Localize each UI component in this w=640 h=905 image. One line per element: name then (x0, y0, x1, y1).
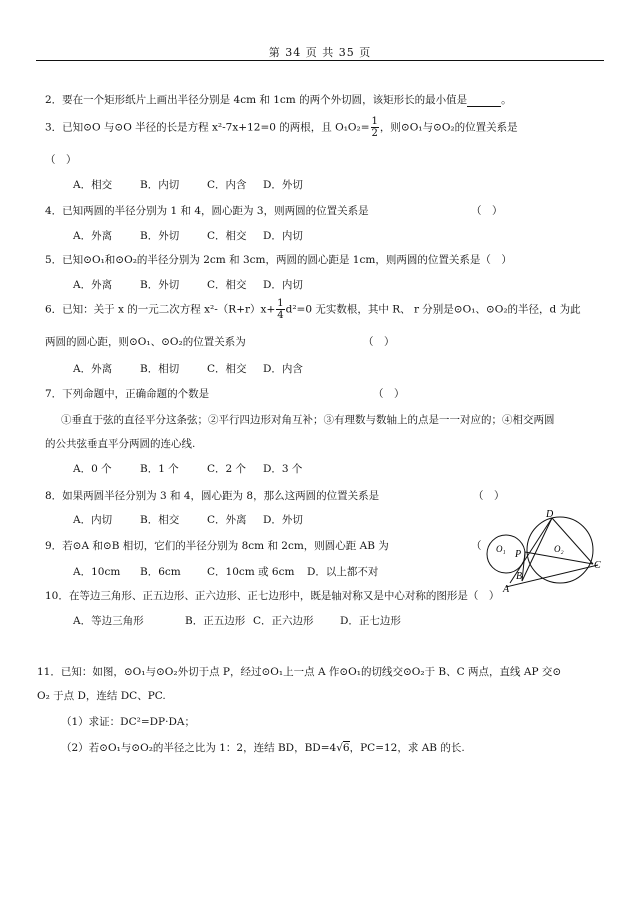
segment-bd (522, 518, 552, 581)
question-8: 8．如果两圆半径分别为 3 和 4，圆心距为 8，那么这两圆的位置关系是 (45, 490, 380, 502)
option-d: D．内含 (263, 363, 303, 375)
option-a: A．10cm (73, 566, 121, 578)
label-a: A (503, 584, 510, 593)
option-c: C．外离 (207, 514, 247, 526)
question-6 (45, 298, 581, 321)
option-b: B．外切 (140, 279, 180, 291)
option-c: C．2 个 (207, 463, 247, 475)
question-11-part2-end: ，PC=12，求 AB 的长. (349, 742, 465, 754)
option-a: A．相交 (73, 179, 113, 191)
option-b: B．6cm (140, 566, 181, 578)
option-c: C．相交 (207, 279, 247, 291)
question-8-paren: （ ） (473, 490, 505, 502)
fraction-denominator: 4 (277, 310, 284, 321)
question-3-paren: （ ） (45, 154, 77, 166)
option-c: C．内含 (207, 179, 247, 191)
question-9-paren: （ (471, 540, 482, 552)
question-7: 7．下列命题中，正确命题的个数是 (45, 388, 210, 400)
option-a: A．外离 (73, 279, 113, 291)
question-5: 5．已知⊙O₁和⊙O₂的半径分别为 2cm 和 3cm，两圆的圆心距是 1cm，则两圆的位置关系是（ ） (45, 254, 512, 266)
option-d: D．正七边形 (340, 615, 401, 627)
question-6-text-mid: d²=0 无实数根，其中 R、 r 分别是⊙O₁、⊙O₂的半径，d 为此 (285, 303, 581, 316)
question-3-text-end: ，则⊙O₁与⊙O₂的位置关系是 (379, 121, 518, 134)
label-d: D (546, 509, 554, 520)
option-b: B．相交 (140, 514, 180, 526)
question-7-statements: ①垂直于弦的直径平分这条弦；②平行四边形对角互补；③有理数与数轴上的点是一一对应的；④相交两圆 (61, 414, 555, 426)
option-d: D．外切 (263, 179, 303, 191)
question-4: 4．已知两圆的半径分别为 1 和 4，圆心距为 3，则两圆的位置关系是 (45, 205, 369, 217)
question-6-line2: 两圆的圆心距，则⊙O₁、⊙O₂的位置关系为 (45, 336, 246, 348)
label-p: P (515, 549, 522, 560)
option-c: C．相交 (207, 363, 247, 375)
question-11-part2 (61, 740, 465, 755)
option-b: B．正五边形 (185, 615, 246, 627)
question-10: 10．在等边三角形、正五边形、正六边形、正七边形中，既是轴对称又是中心对称的图形是（ ） (45, 590, 500, 602)
option-c: C．相交 (207, 230, 247, 242)
option-b: B．相切 (140, 363, 180, 375)
option-c: C．10cm 或 6cm (207, 566, 295, 578)
page-header: 第 34 页 共 35 页 (268, 46, 372, 59)
option-d: D．外切 (263, 514, 303, 526)
header-rule (36, 60, 604, 61)
option-b: B．1 个 (140, 463, 179, 475)
label-c: C (594, 560, 601, 571)
question-2-end: 。 (501, 94, 512, 106)
sqrt-radicand: 6 (342, 742, 350, 754)
answer-blank (467, 96, 501, 107)
question-11-line2: O₂ 于点 D，连结 DC、PC. (37, 690, 166, 702)
option-a: A．0 个 (73, 463, 112, 475)
label-o2: O₂ (554, 544, 564, 554)
question-9: 9．若⊙A 和⊙B 相切，它们的半径分别为 8cm 和 2cm，则圆心距 AB 为 (45, 540, 389, 552)
question-6-paren: （ ） (363, 336, 395, 348)
fraction-numerator: 1 (277, 298, 284, 309)
circle-figure (476, 508, 604, 593)
option-c: C．正六边形 (253, 615, 314, 627)
option-a: A．外离 (73, 363, 113, 375)
question-11-part1: （1）求证：DC²=DP·DA； (61, 716, 195, 728)
segment-dc (552, 518, 593, 564)
fraction (276, 298, 284, 321)
option-d: D．内切 (263, 230, 303, 242)
fraction (371, 116, 379, 139)
question-7-statements-cont: 的公共弦垂直平分两圆的连心线. (45, 438, 196, 450)
question-4-paren: （ ） (471, 205, 503, 217)
fraction-denominator: 2 (371, 128, 378, 139)
option-d: D．内切 (263, 279, 303, 291)
option-b: B．内切 (140, 179, 180, 191)
question-2-text: 2．要在一个矩形纸片上画出半径分别是 4cm 和 1cm 的两个外切圆，该矩形长的最小值是 (45, 94, 468, 106)
fraction-numerator: 1 (371, 116, 378, 127)
question-3-text: 3．已知⊙O 与⊙O 半径的长是方程 x²-7x+12=0 的两根，且 O₁O₂= (45, 121, 370, 134)
label-o1: O₁ (496, 544, 506, 554)
question-2 (45, 92, 512, 107)
sqrt-sign: √ (336, 742, 343, 754)
option-a: A．等边三角形 (73, 615, 144, 627)
option-d: D．以上都不对 (307, 566, 379, 578)
question-11-part2-text: （2）若⊙O₁与⊙O₂的半径之比为 1：2，连结 BD，BD=4 (61, 742, 337, 754)
question-3 (45, 116, 518, 139)
option-b: B．外切 (140, 230, 180, 242)
question-7-paren: （ ） (373, 388, 405, 400)
option-a: A．外离 (73, 230, 113, 242)
question-6-text: 6．已知：关于 x 的一元二次方程 x²-（R+r）x+ (45, 303, 276, 316)
option-a: A．内切 (73, 514, 113, 526)
question-11: 11．已知：如图，⊙O₁与⊙O₂外切于点 P，经过⊙O₁上一点 A 作⊙O₁的切线交⊙O₂于 B、C 两点，直线 AP 交⊙ (37, 666, 562, 678)
label-b: B (516, 571, 523, 582)
option-d: D．3 个 (263, 463, 303, 475)
